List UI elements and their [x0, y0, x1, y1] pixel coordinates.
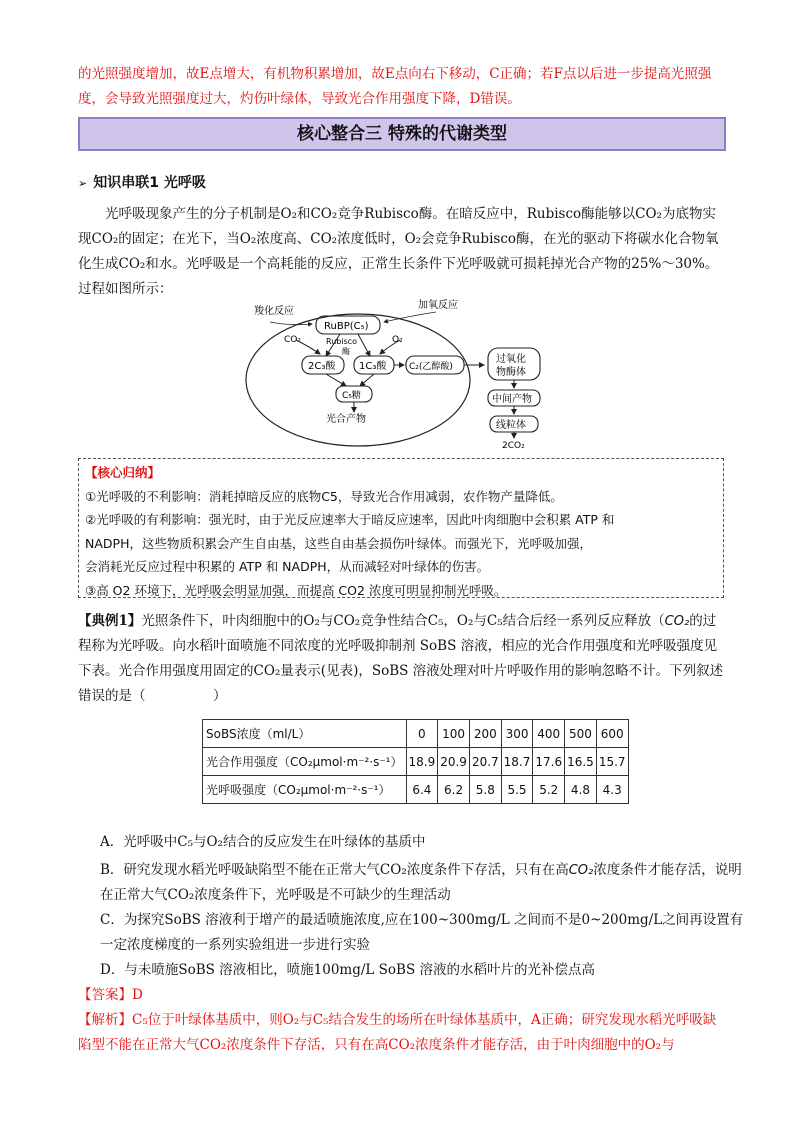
label-carboxylation: 羧化反应: [254, 306, 294, 317]
table-header-cell: 600: [596, 720, 628, 748]
enzyme-label: 酶: [342, 347, 350, 356]
glycolate-label: C₂(乙醇酸): [409, 362, 453, 372]
option-b: [78, 858, 748, 908]
section-banner: 核心整合三 特殊的代谢类型: [78, 117, 726, 151]
table-cell: 18.7: [501, 748, 533, 776]
c3-acid-label: 2C₃酸: [308, 361, 336, 372]
rubisco-label: Rubisco: [326, 337, 358, 346]
option-b-text-1: B．研究发现水稻光呼吸缺陷型不能在正常大气CO₂浓度条件下存活，只有在高: [100, 862, 569, 878]
sobs-data-table: [202, 719, 629, 804]
table-cell: 18.9: [406, 748, 438, 776]
mitochondria-label: 线粒体: [496, 420, 526, 431]
o2-label: O₂: [392, 335, 403, 345]
summary-line: ①光呼吸的不利影响：消耗掉暗反应的底物C5，导致光合作用减弱，农作物产量降低。: [85, 488, 563, 504]
example-label: 【典例1】: [78, 613, 142, 629]
table-cell: 5.5: [501, 776, 533, 804]
table-cell: 16.5: [565, 748, 597, 776]
table-cell: 20.7: [469, 748, 501, 776]
table-header-cell: 0: [406, 720, 438, 748]
table-row: [203, 720, 629, 748]
table-header-cell: 200: [469, 720, 501, 748]
example-text-1: 光照条件下，叶肉细胞中的O₂与CO₂竞争性结合C₅，O₂与C₅结合后经一系列反应释放（: [141, 613, 665, 629]
summary-line: ②光呼吸的有利影响：强光时，由于光反应速率大于暗反应速率，因此叶肉细胞中会积累 ATP 和: [85, 512, 615, 527]
out-co2-label: 2CO₂: [502, 441, 525, 450]
table-cell: 5.2: [533, 776, 565, 804]
continuation-text: 的光照强度增加，故E点增大，有机物积累增加，故E点向右下移动，C正确；若F点以后进一步提高光照强度，会导致光照强度过大，灼伤叶绿体，导致光合作用强度下降，D错误。: [78, 66, 712, 107]
rubp-label: RuBP(C₅): [324, 321, 369, 332]
option-a: A．光呼吸中C₅与O₂结合的反应发生在叶绿体的基质中: [100, 834, 426, 850]
arrow-icon: ➢: [78, 177, 88, 190]
table-cell: 4.3: [596, 776, 628, 804]
knowledge-heading: [78, 172, 206, 192]
product-label: 光合产物: [326, 414, 366, 425]
answer-label: 【答案】: [78, 987, 132, 1003]
option-b-text-2: 浓度条件才能存活，说明在正常大气CO₂浓度条件下，光呼吸是不可缺少的生理活动: [100, 862, 742, 903]
table-row: [203, 748, 629, 776]
core-summary-box: [78, 458, 724, 598]
peroxisome-label-2: 物酶体: [496, 367, 526, 378]
example-question: [78, 609, 726, 709]
peroxisome-label-1: 过氧化: [496, 354, 526, 365]
answer-value: D: [132, 987, 143, 1003]
co2-glyph: CO₂: [664, 614, 690, 629]
intermediate-label: 中间产物: [492, 394, 532, 405]
table-cell: 5.8: [469, 776, 501, 804]
table-header-label: SoBS浓度（ml/L）: [203, 720, 407, 748]
co2-label: CO₂: [284, 335, 301, 345]
summary-line: 会消耗光反应过程中积累的 ATP 和 NADPH，从而减轻对叶绿体的伤害。: [85, 559, 490, 574]
table-cell: 6.4: [406, 776, 438, 804]
knowledge-title: 知识串联1 光呼吸: [93, 175, 206, 191]
option-d: D．与未喷施SoBS 溶液相比，喷施100mg/L SoBS 溶液的水稻叶片的光补偿点高: [100, 962, 596, 978]
table-header-cell: 300: [501, 720, 533, 748]
table-cell: 20.9: [438, 748, 470, 776]
intro-paragraph: 光呼吸现象产生的分子机制是O₂和CO₂竞争Rubisco酶。在暗反应中，Rubisco酶能够以CO₂为底物实现CO₂的固定；在光下，当O₂浓度高、CO₂浓度低时，O₂会竞争Rubisco酶，在光的驱动下将碳水化合物氧化生成CO₂和水。光呼吸是一个高耗能的反应，正常生长条件下光呼吸就可损耗掉光合产物的25%～30%。过程如图所示：: [78, 206, 719, 297]
table-header-cell: 500: [565, 720, 597, 748]
table-header-cell: 100: [438, 720, 470, 748]
c2-acid-label: 1C₃酸: [359, 361, 387, 372]
summary-line: ③高 O2 环境下，光呼吸会明显加强，而提高 CO2 浓度可明显抑制光呼吸。: [85, 582, 507, 598]
option-c: C．为探究SoBS 溶液利于增产的最适喷施浓度,应在100~300mg/L 之间而不是0~200mg/L之间再设置有一定浓度梯度的一系列实验组进一步进行实验: [100, 912, 744, 953]
summary-tag: 【核心归纳】: [85, 465, 161, 480]
answer-line: [78, 983, 143, 1008]
table-cell: 15.7: [596, 748, 628, 776]
explanation-text: 【解析】C₅位于叶绿体基质中，则O₂与C₅结合发生的场所在叶绿体基质中，A正确；研究发现水稻光呼吸缺陷型不能在正常大气CO₂浓度条件下存活，只有在高CO₂浓度条件才能存活，由于叶肉细胞中的O₂与: [78, 1012, 717, 1053]
table-cell: 17.6: [533, 748, 565, 776]
label-oxygenation: 加氧反应: [418, 300, 458, 311]
row-label: 光呼吸强度（CO₂μmol·m⁻²·s⁻¹）: [203, 776, 407, 804]
co2-glyph: CO₂: [568, 863, 594, 878]
example-text-2: 的过程称为光呼吸。向水稻叶面喷施不同浓度的光呼吸抑制剂 SoBS 溶液，相应的光合作用强度和光呼吸强度见下表。光合作用强度用固定的CO₂量表示(见表)，SoBS 溶液处理对叶片呼吸作用的影响忽略不计。下列叙述错误的是（ ）: [78, 613, 724, 704]
summary-line: NADPH，这些物质积累会产生自由基，这些自由基会损伤叶绿体。而强光下，光呼吸加强，: [85, 535, 592, 551]
sugar-label: C₅糖: [342, 391, 361, 401]
table-row: [203, 776, 629, 804]
row-label: 光合作用强度（CO₂μmol·m⁻²·s⁻¹）: [203, 748, 407, 776]
photorespiration-diagram: [240, 292, 570, 450]
table-cell: 6.2: [438, 776, 470, 804]
table-cell: 4.8: [565, 776, 597, 804]
table-header-cell: 400: [533, 720, 565, 748]
